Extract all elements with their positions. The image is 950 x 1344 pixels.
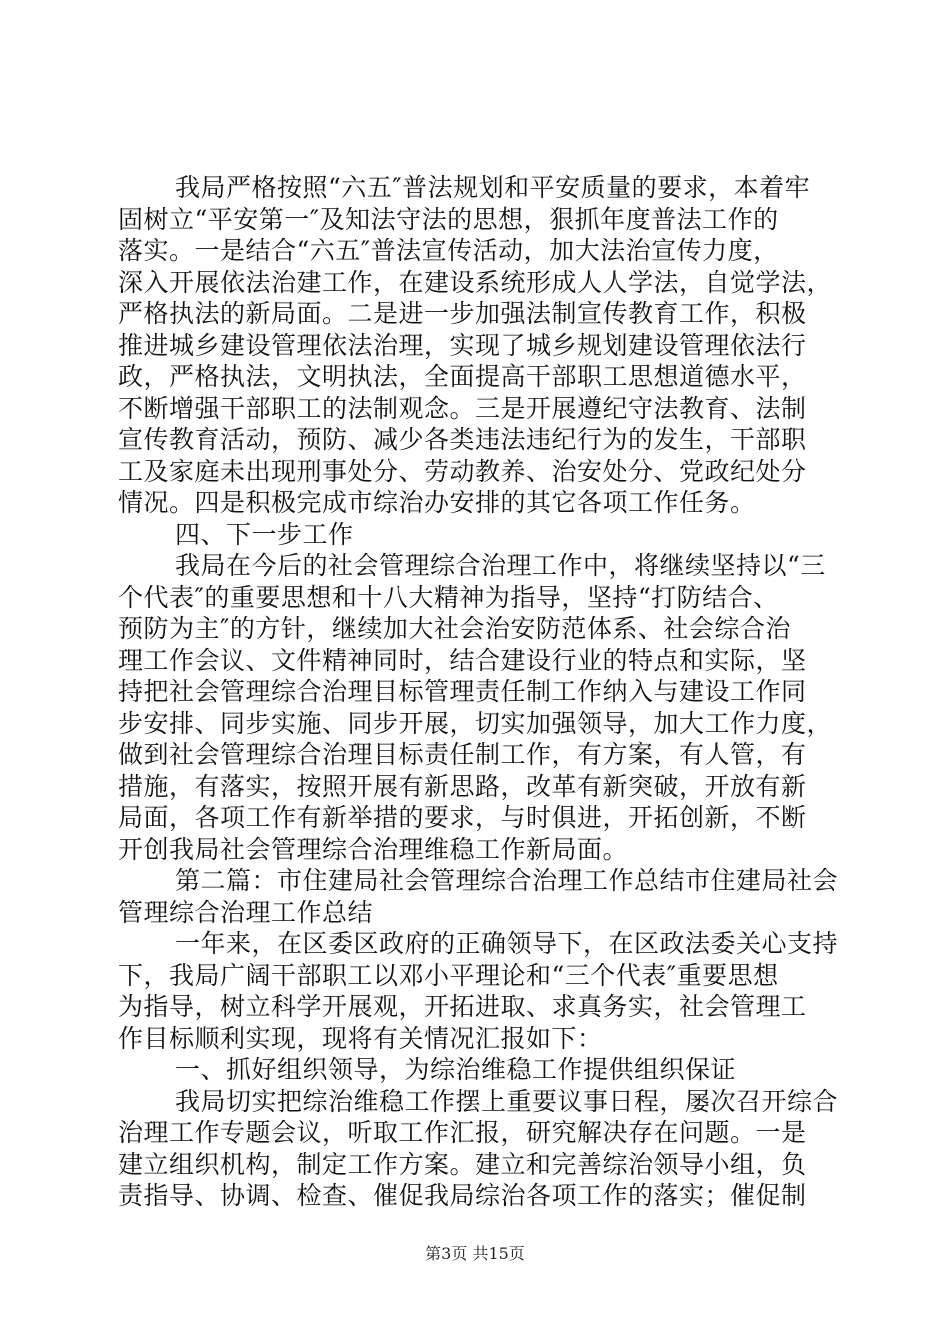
- text-line: 开创我局社会管理综合治理维稳工作新局面。: [118, 834, 629, 864]
- text-line: 措施，有落实，按照开展有新思路，改革有新突破，开放有新: [118, 771, 807, 801]
- text-line: 四、下一步工作: [175, 519, 354, 549]
- text-line: 治理工作专题会议，听取工作汇报，研究解决存在问题。一是: [118, 1118, 807, 1147]
- text-line: 个代表″的重要思想和十八大精神为指导，坚持“打防结合、: [118, 582, 779, 612]
- text-line: 不断增强干部职工的法制观念。三是开展遵纪守法教育、法制: [118, 393, 807, 423]
- text-line: 下，我局广阔干部职工以邓小平理论和“三个代表″重要思想: [118, 960, 779, 990]
- text-line: 我局在今后的社会管理综合治理工作中，将继续坚持以“三: [175, 551, 826, 580]
- text-line: 宣传教育活动，预防、减少各类违法违纪行为的发生，干部职: [118, 425, 807, 454]
- text-line: 理工作会议、文件精神同时，结合建设行业的特点和实际，坚: [118, 645, 807, 675]
- text-line: 做到社会管理综合治理目标责任制工作，有方案，有人管，有: [118, 740, 807, 769]
- text-line: 为指导，树立科学开展观，开拓进取、求真务实，社会管理工: [118, 992, 807, 1021]
- text-line: 管理综合治理工作总结: [118, 897, 374, 927]
- text-line: 工及家庭未出现刑事处分、劳动教养、治安处分、党政纪处分: [118, 456, 807, 486]
- text-line: 深入开展依法治建工作，在建设系统形成人人学法，自觉学法，: [118, 267, 833, 297]
- text-line: 推进城乡建设管理依法治理，实现了城乡规划建设管理依法行: [118, 330, 807, 360]
- text-line: 严格执法的新局面。二是进一步加强法制宣传教育工作，积极: [118, 299, 807, 328]
- text-line: 情况。四是积极完成市综治办安排的其它各项工作任务。: [118, 488, 756, 517]
- text-line: 一年来，在区委区政府的正确领导下，在区政法委关心支持: [175, 929, 839, 958]
- text-line: 落实。一是结合“六五″普法宣传活动，加大法治宣传力度，: [118, 236, 779, 265]
- text-line: 持把社会管理综合治理目标管理责任制工作纳入与建设工作同: [118, 677, 807, 706]
- text-line: 步安排、同步实施、同步开展，切实加强领导，加大工作力度，: [118, 708, 833, 738]
- text-line: 责指导、协调、检查、催促我局综治各项工作的落实；催促制: [118, 1181, 807, 1210]
- text-line: 政，严格执法，文明执法，全面提高干部职工思想道德水平，: [118, 362, 807, 391]
- text-line: 我局严格按照“六五″普法规划和平安质量的要求，本着牢: [175, 173, 811, 202]
- text-line: 作目标顺利实现，现将有关情况汇报如下：: [118, 1023, 603, 1053]
- text-line: 第二篇：市住建局社会管理综合治理工作总结市住建局社会: [175, 866, 839, 895]
- text-line: 我局切实把综治维稳工作摆上重要议事日程，屡次召开综合: [175, 1086, 839, 1116]
- page-footer: 第3页 共15页: [425, 1244, 525, 1263]
- text-line: 固树立“平安第一″及知法守法的思想，狠抓年度普法工作的: [118, 204, 779, 234]
- text-line: 一、抓好组织领导，为综治维稳工作提供组织保证: [175, 1055, 737, 1084]
- document-body: [118, 172, 838, 1212]
- text-line: 预防为主″的方针，继续加大社会治安防范体系、社会综合治: [118, 614, 791, 643]
- text-line: 局面，各项工作有新举措的要求，与时俱进，开拓创新，不断: [118, 803, 807, 832]
- text-line: 建立组织机构，制定工作方案。建立和完善综治领导小组，负: [118, 1149, 807, 1179]
